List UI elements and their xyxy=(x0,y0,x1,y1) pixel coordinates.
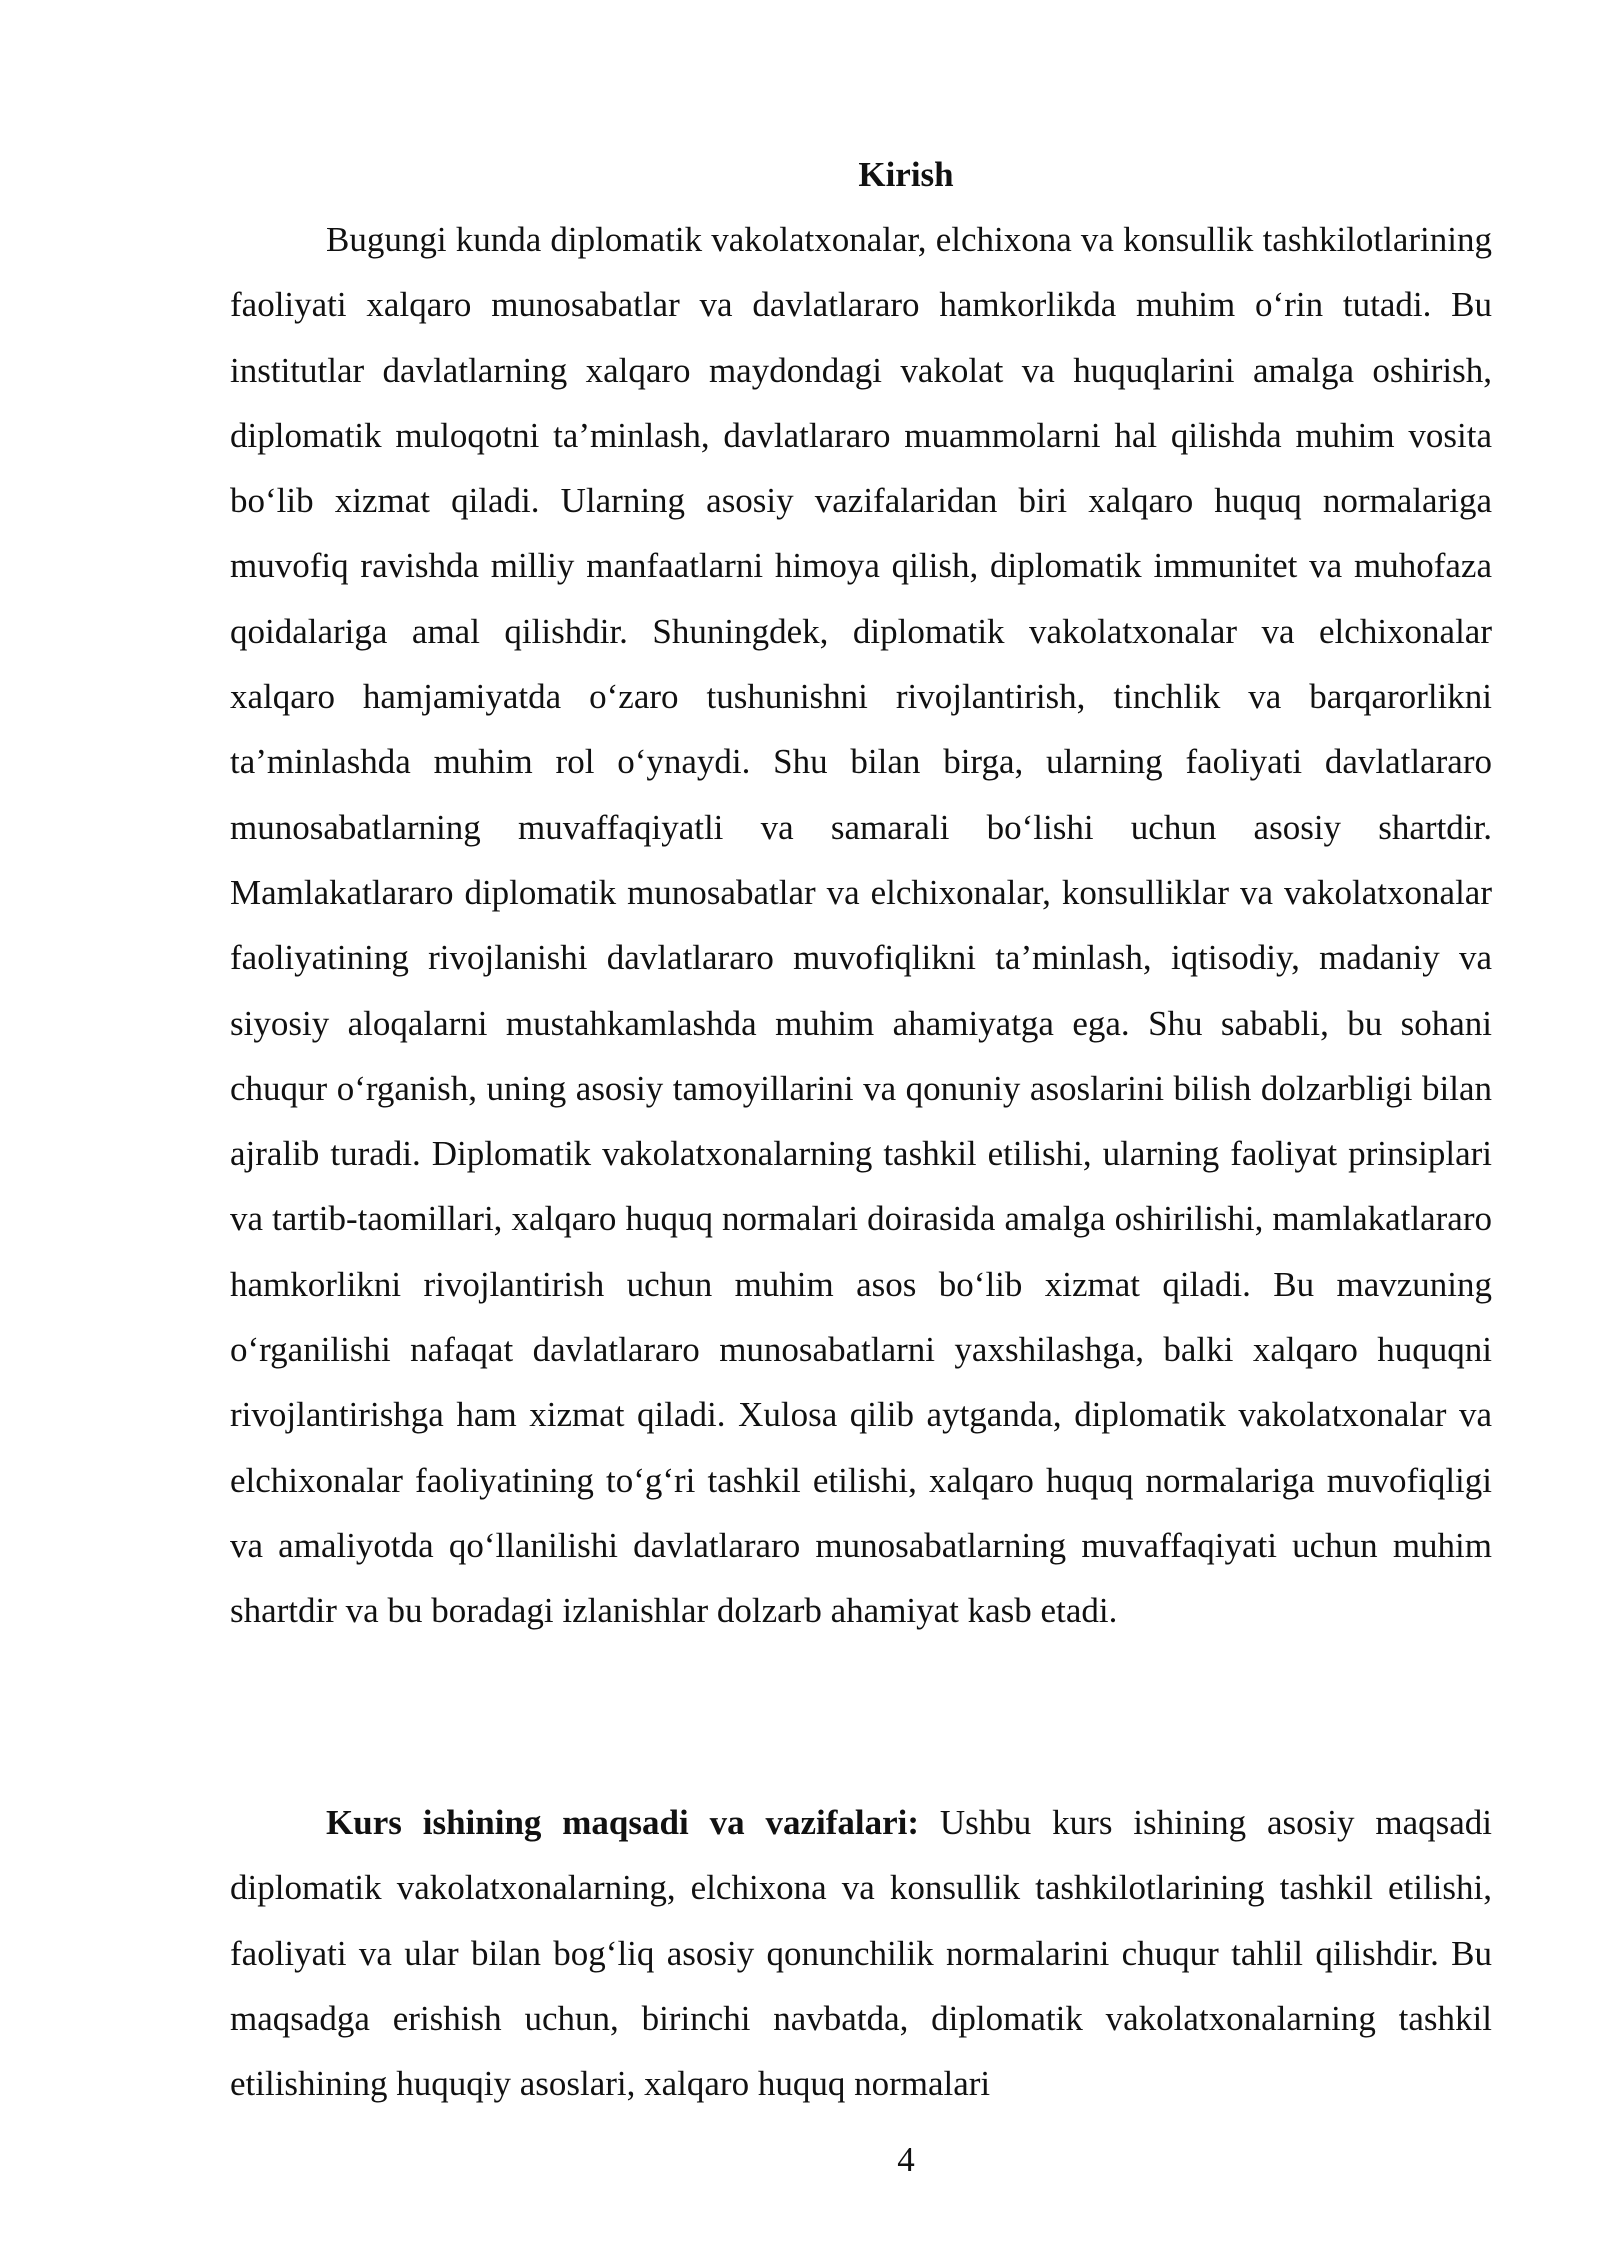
goals-paragraph-text: Ushbu kurs ishining asosiy maqsadi diplomatik vakolatxonalarning, elchixona va konsullik tashkilotlarining tashkil etilishi, faoliyati va ular bilan bog‘liq asosiy qonunchilik normalarini chuqur tahlil qilishdir. Bu maqsadga erishish uchun, birinchi navbatda, diplomatik vakolatxonalarning tashkil etilishining huquqiy asoslari, xalqaro huquq normalari xyxy=(230,1803,1492,2104)
intro-paragraph xyxy=(230,207,1492,1644)
section-title: Kirish xyxy=(858,155,954,194)
page-number: 4 xyxy=(897,2140,915,2179)
intro-paragraph-text: Bugungi kunda diplomatik vakolatxonalar, elchixona va konsullik tashkilotlarining faoliyati xalqaro munosabatlar va davlatlararo hamkorlikda muhim o‘rin tutadi. Bu institutlar davlatlarning xalqaro maydondagi vakolat va huquqlarini amalga oshirish, diplomatik muloqotni ta’minlash, davlatlararo muammolarni hal qilishda muhim vosita bo‘lib xizmat qiladi. Ularning asosiy vazifalaridan biri xalqaro huquq normalariga muvofiq ravishda milliy manfaatlarni himoya qilish, diplomatik immunitet va muhofaza qoidalariga amal qilishdir. Shuningdek, diplomatik vakolatxonalar va elchixonalar xalqaro hamjamiyatda o‘zaro tushunishni rivojlantirish, tinchlik va barqarorlikni ta’minlashda muhim rol o‘ynaydi. Shu bilan birga, ularning faoliyati davlatlararo munosabatlarning muvaffaqiyatli va samarali bo‘lishi uchun asosiy shartdir. Mamlakatlararo diplomatik munosabatlar va elchixonalar, konsulliklar va vakolatxonalar faoliyatining rivojlanishi davlatlararo muvofiqlikni ta’minlash, iqtisodiy, madaniy va siyosiy aloqalarni mustahkamlashda muhim ahamiyatga ega. Shu sababli, bu sohani chuqur o‘rganish, uning asosiy tamoyillarini va qonuniy asoslarini bilish dolzarbligi bilan ajralib turadi. Diplomatik vakolatxonalarning tashkil etilishi, ularning faoliyat prinsiplari va tartib-taomillari, xalqaro huquq normalari doirasida amalga oshirilishi, mamlakatlararo hamkorlikni rivojlantirish uchun muhim asos bo‘lib xizmat qiladi. Bu mavzuning o‘rganilishi nafaqat davlatlararo munosabatlarni yaxshilashga, balki xalqaro huquqni rivojlantirishga ham xizmat qiladi. Xulosa qilib aytganda, diplomatik vakolatxonalar va elchixonalar faoliyatining to‘g‘ri tashkil etilishi, xalqaro huquq normalariga muvofiqligi va amaliyotda qo‘llanilishi davlatlararo munosabatlarning muvaffaqiyati uchun muhim shartdir va bu boradagi izlanishlar dolzarb ahamiyat kasb etadi. xyxy=(230,220,1492,1631)
goals-paragraph xyxy=(230,1790,1492,2116)
goals-paragraph-heading: Kurs ishining maqsadi va vazifalari: xyxy=(326,1803,920,1842)
